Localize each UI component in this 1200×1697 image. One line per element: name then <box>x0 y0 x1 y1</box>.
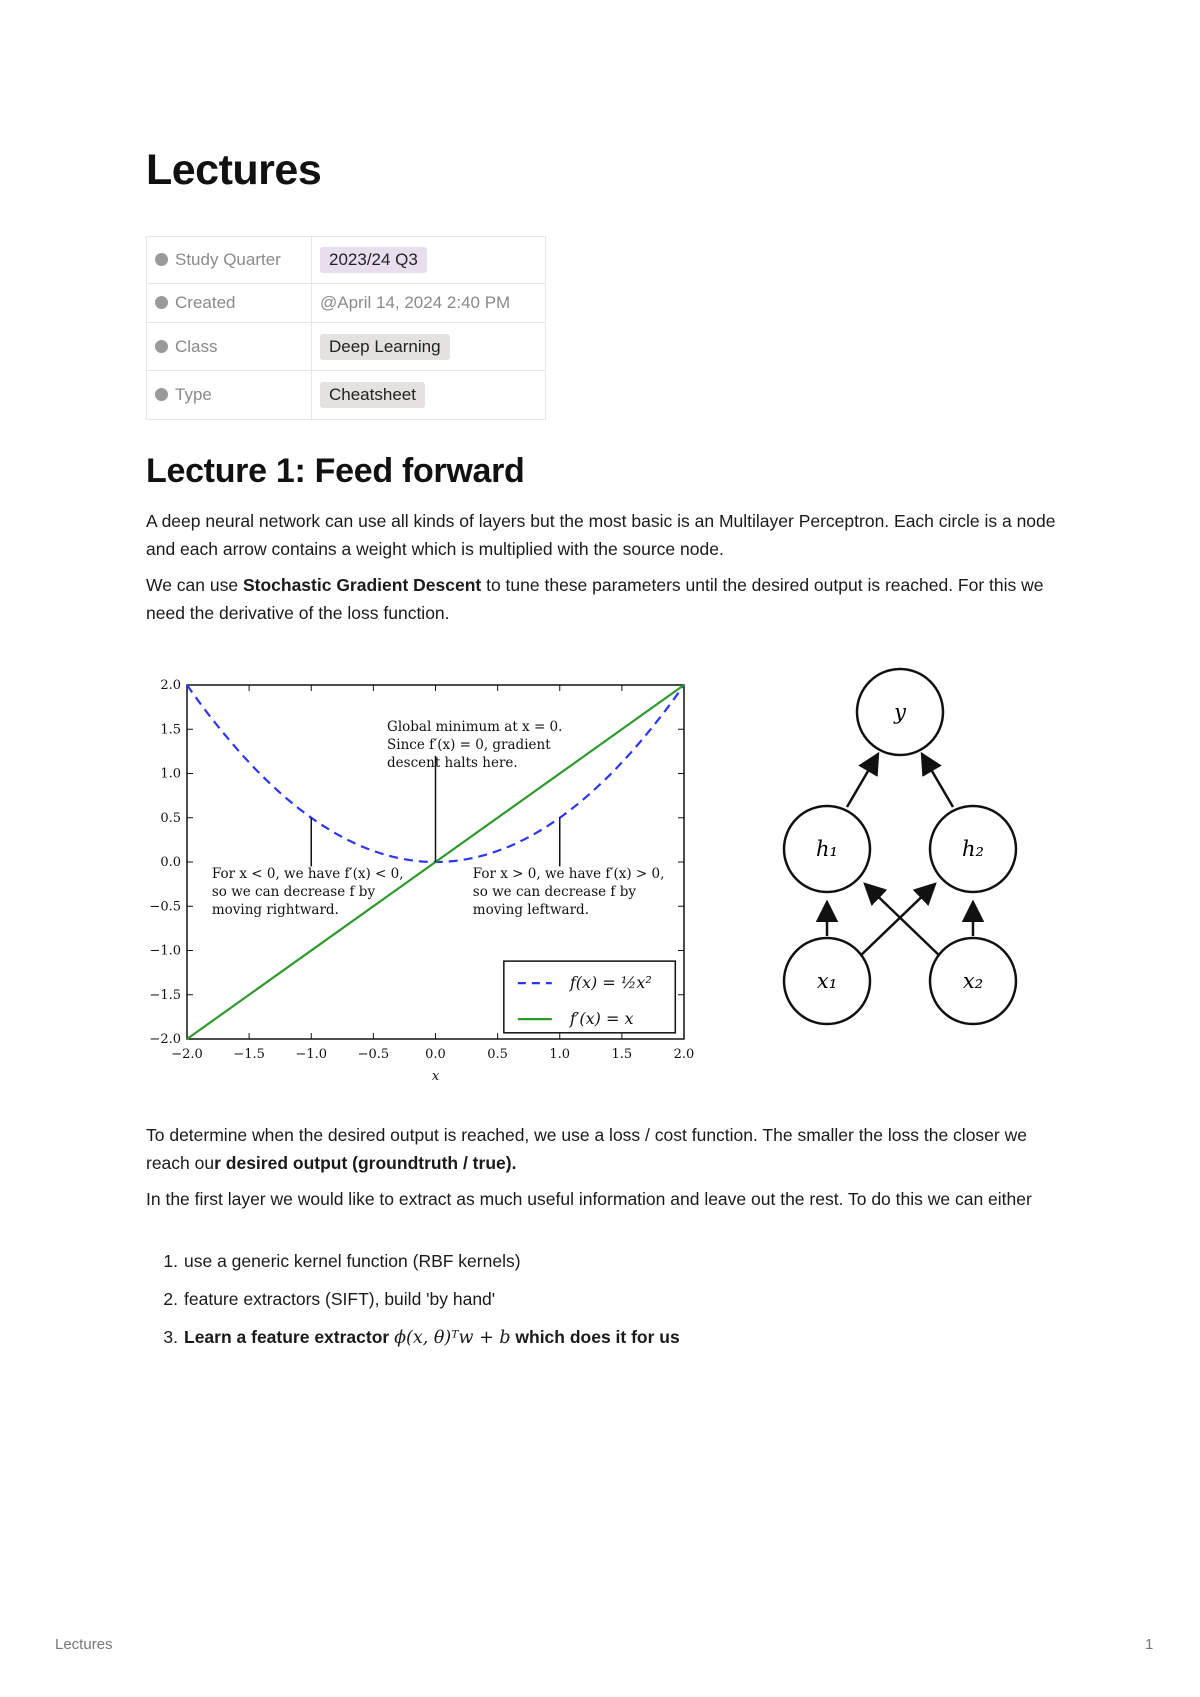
clock-property-icon <box>155 296 168 309</box>
list-item <box>146 1285 680 1323</box>
paragraph-mlp: A deep neural network can use all kinds of layers but the most basic is an Multilayer Perceptron. Each circle is a node and each arrow contains a weight which is multiplied with the source node. <box>146 511 1056 559</box>
property-key <box>147 323 312 371</box>
annotation-text: moving rightward. <box>211 901 339 918</box>
y-tick-label: −1.5 <box>149 987 181 1003</box>
select-property-icon <box>155 340 168 353</box>
y-tick-label: 0.5 <box>160 810 181 826</box>
edge-h2-y <box>922 754 953 807</box>
node-label-h2: h₂ <box>962 837 984 861</box>
y-tick-label: −1.0 <box>149 943 181 959</box>
property-row-class <box>147 323 546 371</box>
annotation-text: For x > 0, we have f′(x) > 0, <box>472 865 665 882</box>
paragraph-sgd <box>146 571 1066 627</box>
annotation-text: Since f′(x) = 0, gradient <box>387 737 551 754</box>
list-text: feature extractors (SIFT), build 'by hand' <box>184 1289 496 1309</box>
mlp-network-diagram <box>770 662 1040 1042</box>
annotation-text: descent halts here. <box>387 755 518 772</box>
section-heading: Lecture 1: Feed forward <box>146 452 525 490</box>
property-value[interactable] <box>312 323 546 371</box>
list-item <box>146 1247 680 1285</box>
node-label-x1: x₁ <box>816 969 838 993</box>
text-run: To determine when the desired output is reached, we use a loss / cost function. The smaller the loss the closer we reach ou <box>146 1125 1027 1173</box>
property-key <box>147 237 312 284</box>
annotation-text: Global minimum at x = 0. <box>387 719 563 736</box>
list-item <box>146 1323 680 1361</box>
created-date: @April 14, 2024 2:40 PM <box>320 293 511 312</box>
edge-x2-h1 <box>865 884 943 959</box>
y-tick-label: 1.5 <box>160 722 181 738</box>
list-text-bold: which does it for us <box>510 1327 680 1347</box>
list-text-bold: Learn a feature extractor <box>184 1327 395 1347</box>
node-label-x2: x₂ <box>962 969 984 993</box>
x-tick-label: −1.0 <box>295 1047 328 1062</box>
gradient-descent-chart <box>140 664 700 1094</box>
select-property-icon <box>155 253 168 266</box>
property-value[interactable] <box>312 371 546 420</box>
y-tick-label: 2.0 <box>160 678 181 693</box>
text-run: We can use <box>146 575 243 595</box>
edge-h1-y <box>847 754 878 807</box>
properties-table <box>146 236 546 420</box>
property-label: Study Quarter <box>175 250 281 269</box>
x-tick-label: 1.5 <box>611 1047 633 1062</box>
text-run: to tune these parameters until the desired output is reached. For this we need the derivative of the loss function. <box>146 575 1044 623</box>
property-label: Type <box>175 385 212 404</box>
annotation-text: so we can decrease f by <box>211 883 376 900</box>
type-tag: Cheatsheet <box>320 382 425 408</box>
x-tick-label: 0.0 <box>425 1047 446 1062</box>
paragraph-first-layer: In the first layer we would like to extract as much useful information and leave out the rest. To do this we can either <box>146 1189 1032 1209</box>
feature-options-list <box>146 1247 680 1361</box>
y-tick-label: −2.0 <box>149 1032 181 1047</box>
bold-text: Stochastic Gradient Descent <box>242 575 482 595</box>
y-tick-label: 0.0 <box>160 855 181 870</box>
bold-text: r desired output (groundtruth / true). <box>214 1153 517 1173</box>
list-number: 2. <box>163 1289 178 1309</box>
node-label-y: y <box>894 700 906 724</box>
list-text: use a generic kernel function (RBF kernels) <box>184 1251 521 1271</box>
property-key <box>147 371 312 420</box>
x-tick-label: −2.0 <box>171 1047 203 1062</box>
property-row-type <box>147 371 546 420</box>
annotation-text: moving leftward. <box>472 901 590 918</box>
property-label: Created <box>175 293 236 312</box>
property-key <box>147 284 312 323</box>
class-tag: Deep Learning <box>320 334 450 360</box>
property-value[interactable] <box>312 284 546 323</box>
property-label: Class <box>175 336 218 356</box>
property-row-created <box>147 284 546 323</box>
property-row-study-quarter <box>147 237 546 284</box>
node-label-h1: h₁ <box>816 837 838 861</box>
paragraph-loss <box>146 1121 1066 1177</box>
select-property-icon <box>155 388 168 401</box>
y-tick-label: −0.5 <box>149 899 181 915</box>
edge-x1-h2 <box>857 884 935 959</box>
footer-page-number: 1 <box>1145 1636 1154 1653</box>
x-tick-label: 0.5 <box>487 1047 508 1062</box>
legend-label-fprime: f′(x) = x <box>569 1009 634 1029</box>
x-tick-label: −0.5 <box>357 1047 390 1062</box>
x-tick-label: 2.0 <box>673 1047 695 1062</box>
y-tick-label: 1.0 <box>160 766 181 782</box>
footer-page-title: Lectures <box>55 1636 113 1653</box>
x-tick-label: −1.5 <box>233 1047 265 1062</box>
list-number: 3. <box>163 1327 178 1347</box>
annotation-text: so we can decrease f by <box>472 883 637 900</box>
property-value[interactable] <box>312 237 546 284</box>
study-quarter-tag: 2023/24 Q3 <box>320 247 427 273</box>
math-formula: ϕ(x, θ)ᵀw + b <box>394 1328 511 1348</box>
x-tick-label: 1.0 <box>549 1047 571 1062</box>
annotation-text: For x < 0, we have f′(x) < 0, <box>211 865 404 882</box>
page-title: Lectures <box>146 146 322 194</box>
list-number: 1. <box>163 1251 178 1271</box>
x-axis-label: x <box>431 1069 440 1084</box>
legend-label-f: f(x) = ½x² <box>569 973 652 993</box>
